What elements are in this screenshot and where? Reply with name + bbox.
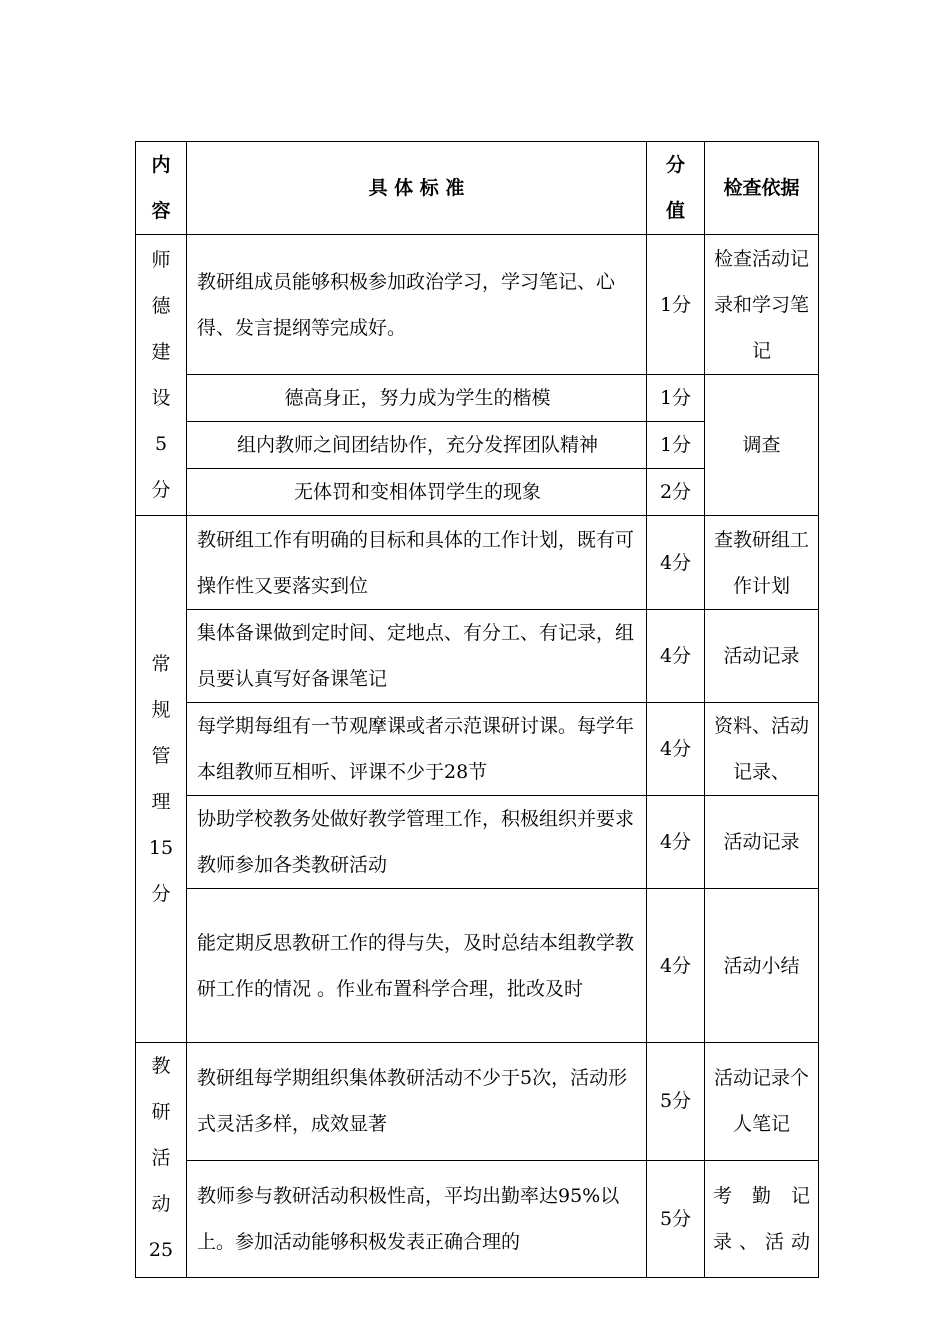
basis-cell: 检查活动记录和学习笔记 [705, 235, 819, 375]
criteria-cell: 教师参与教研活动积极性高，平均出勤率达95%以上。参加活动能够积极发表正确合理的 [187, 1160, 647, 1278]
basis-cell: 活动记录 [705, 610, 819, 703]
header-score-line: 分 [665, 154, 685, 176]
basis-cell: 考 勤 记 录、活动 [705, 1160, 819, 1278]
category-char: 设 [151, 387, 171, 409]
category-char: 5 [154, 433, 168, 455]
category-cell [136, 1043, 187, 1278]
header-basis: 检查依据 [705, 142, 819, 235]
category-char: 活 [151, 1147, 171, 1169]
category-char: 规 [151, 699, 171, 721]
header-row [136, 142, 819, 235]
score-cell: 4分 [647, 703, 705, 796]
criteria-cell: 能定期反思教研工作的得与失，及时总结本组教学教研工作的情况 。作业布置科学合理，批改及时 [187, 889, 647, 1043]
evaluation-table [135, 141, 819, 1278]
category-cell [136, 235, 187, 516]
table-row [136, 889, 819, 1043]
score-cell: 5分 [647, 1160, 705, 1278]
score-cell: 4分 [647, 796, 705, 889]
criteria-cell: 组内教师之间团结协作，充分发挥团队精神 [187, 422, 647, 469]
criteria-cell: 教研组每学期组织集体教研活动不少于5次，活动形式灵活多样，成效显著 [187, 1043, 647, 1161]
header-content [136, 142, 187, 235]
score-cell: 4分 [647, 610, 705, 703]
score-cell: 1分 [647, 235, 705, 375]
category-char: 管 [151, 745, 171, 767]
header-score-line: 值 [665, 200, 685, 222]
criteria-cell: 德高身正，努力成为学生的楷模 [187, 375, 647, 422]
category-char: 教 [151, 1055, 171, 1077]
category-char: 常 [151, 653, 171, 675]
basis-cell: 查教研组工作计划 [705, 516, 819, 610]
criteria-cell: 教研组工作有明确的目标和具体的工作计划，既有可操作性又要落实到位 [187, 516, 647, 610]
category-char: 建 [151, 341, 171, 363]
category-char: 德 [151, 295, 171, 317]
criteria-cell: 无体罚和变相体罚学生的现象 [187, 469, 647, 516]
score-cell: 2分 [647, 469, 705, 516]
table-row [136, 1160, 819, 1278]
category-char: 15 [148, 837, 174, 859]
category-char: 动 [151, 1193, 171, 1215]
criteria-cell: 每学期每组有一节观摩课或者示范课研讨课。每学年本组教师互相听、评课不少于28节 [187, 703, 647, 796]
table-row [136, 610, 819, 703]
table-row [136, 375, 819, 422]
category-cell [136, 516, 187, 1043]
header-criteria: 具 体 标 准 [187, 142, 647, 235]
category-char: 师 [151, 249, 171, 271]
basis-cell: 活动小结 [705, 889, 819, 1043]
criteria-cell: 协助学校教务处做好教学管理工作，积极组织并要求教师参加各类教研活动 [187, 796, 647, 889]
category-char: 25 [148, 1239, 174, 1261]
basis-cell: 调查 [705, 375, 819, 516]
score-cell: 4分 [647, 516, 705, 610]
category-char: 分 [151, 883, 171, 905]
table-row [136, 703, 819, 796]
score-cell: 5分 [647, 1043, 705, 1161]
table-row [136, 235, 819, 375]
basis-cell: 活动记录个人笔记 [705, 1043, 819, 1161]
criteria-cell: 集体备课做到定时间、定地点、有分工、有记录，组员要认真写好备课笔记 [187, 610, 647, 703]
basis-cell: 活动记录 [705, 796, 819, 889]
category-char: 分 [151, 479, 171, 501]
table-row [136, 516, 819, 610]
category-char: 研 [151, 1101, 171, 1123]
score-cell: 4分 [647, 889, 705, 1043]
header-score [647, 142, 705, 235]
score-cell: 1分 [647, 422, 705, 469]
header-content-line: 容 [151, 200, 171, 222]
category-char: 理 [151, 791, 171, 813]
basis-cell: 资料、活动记录、 [705, 703, 819, 796]
score-cell: 1分 [647, 375, 705, 422]
table-row [136, 1043, 819, 1161]
header-content-line: 内 [151, 154, 171, 176]
table-row [136, 796, 819, 889]
criteria-cell: 教研组成员能够积极参加政治学习，学习笔记、心得、发言提纲等完成好。 [187, 235, 647, 375]
